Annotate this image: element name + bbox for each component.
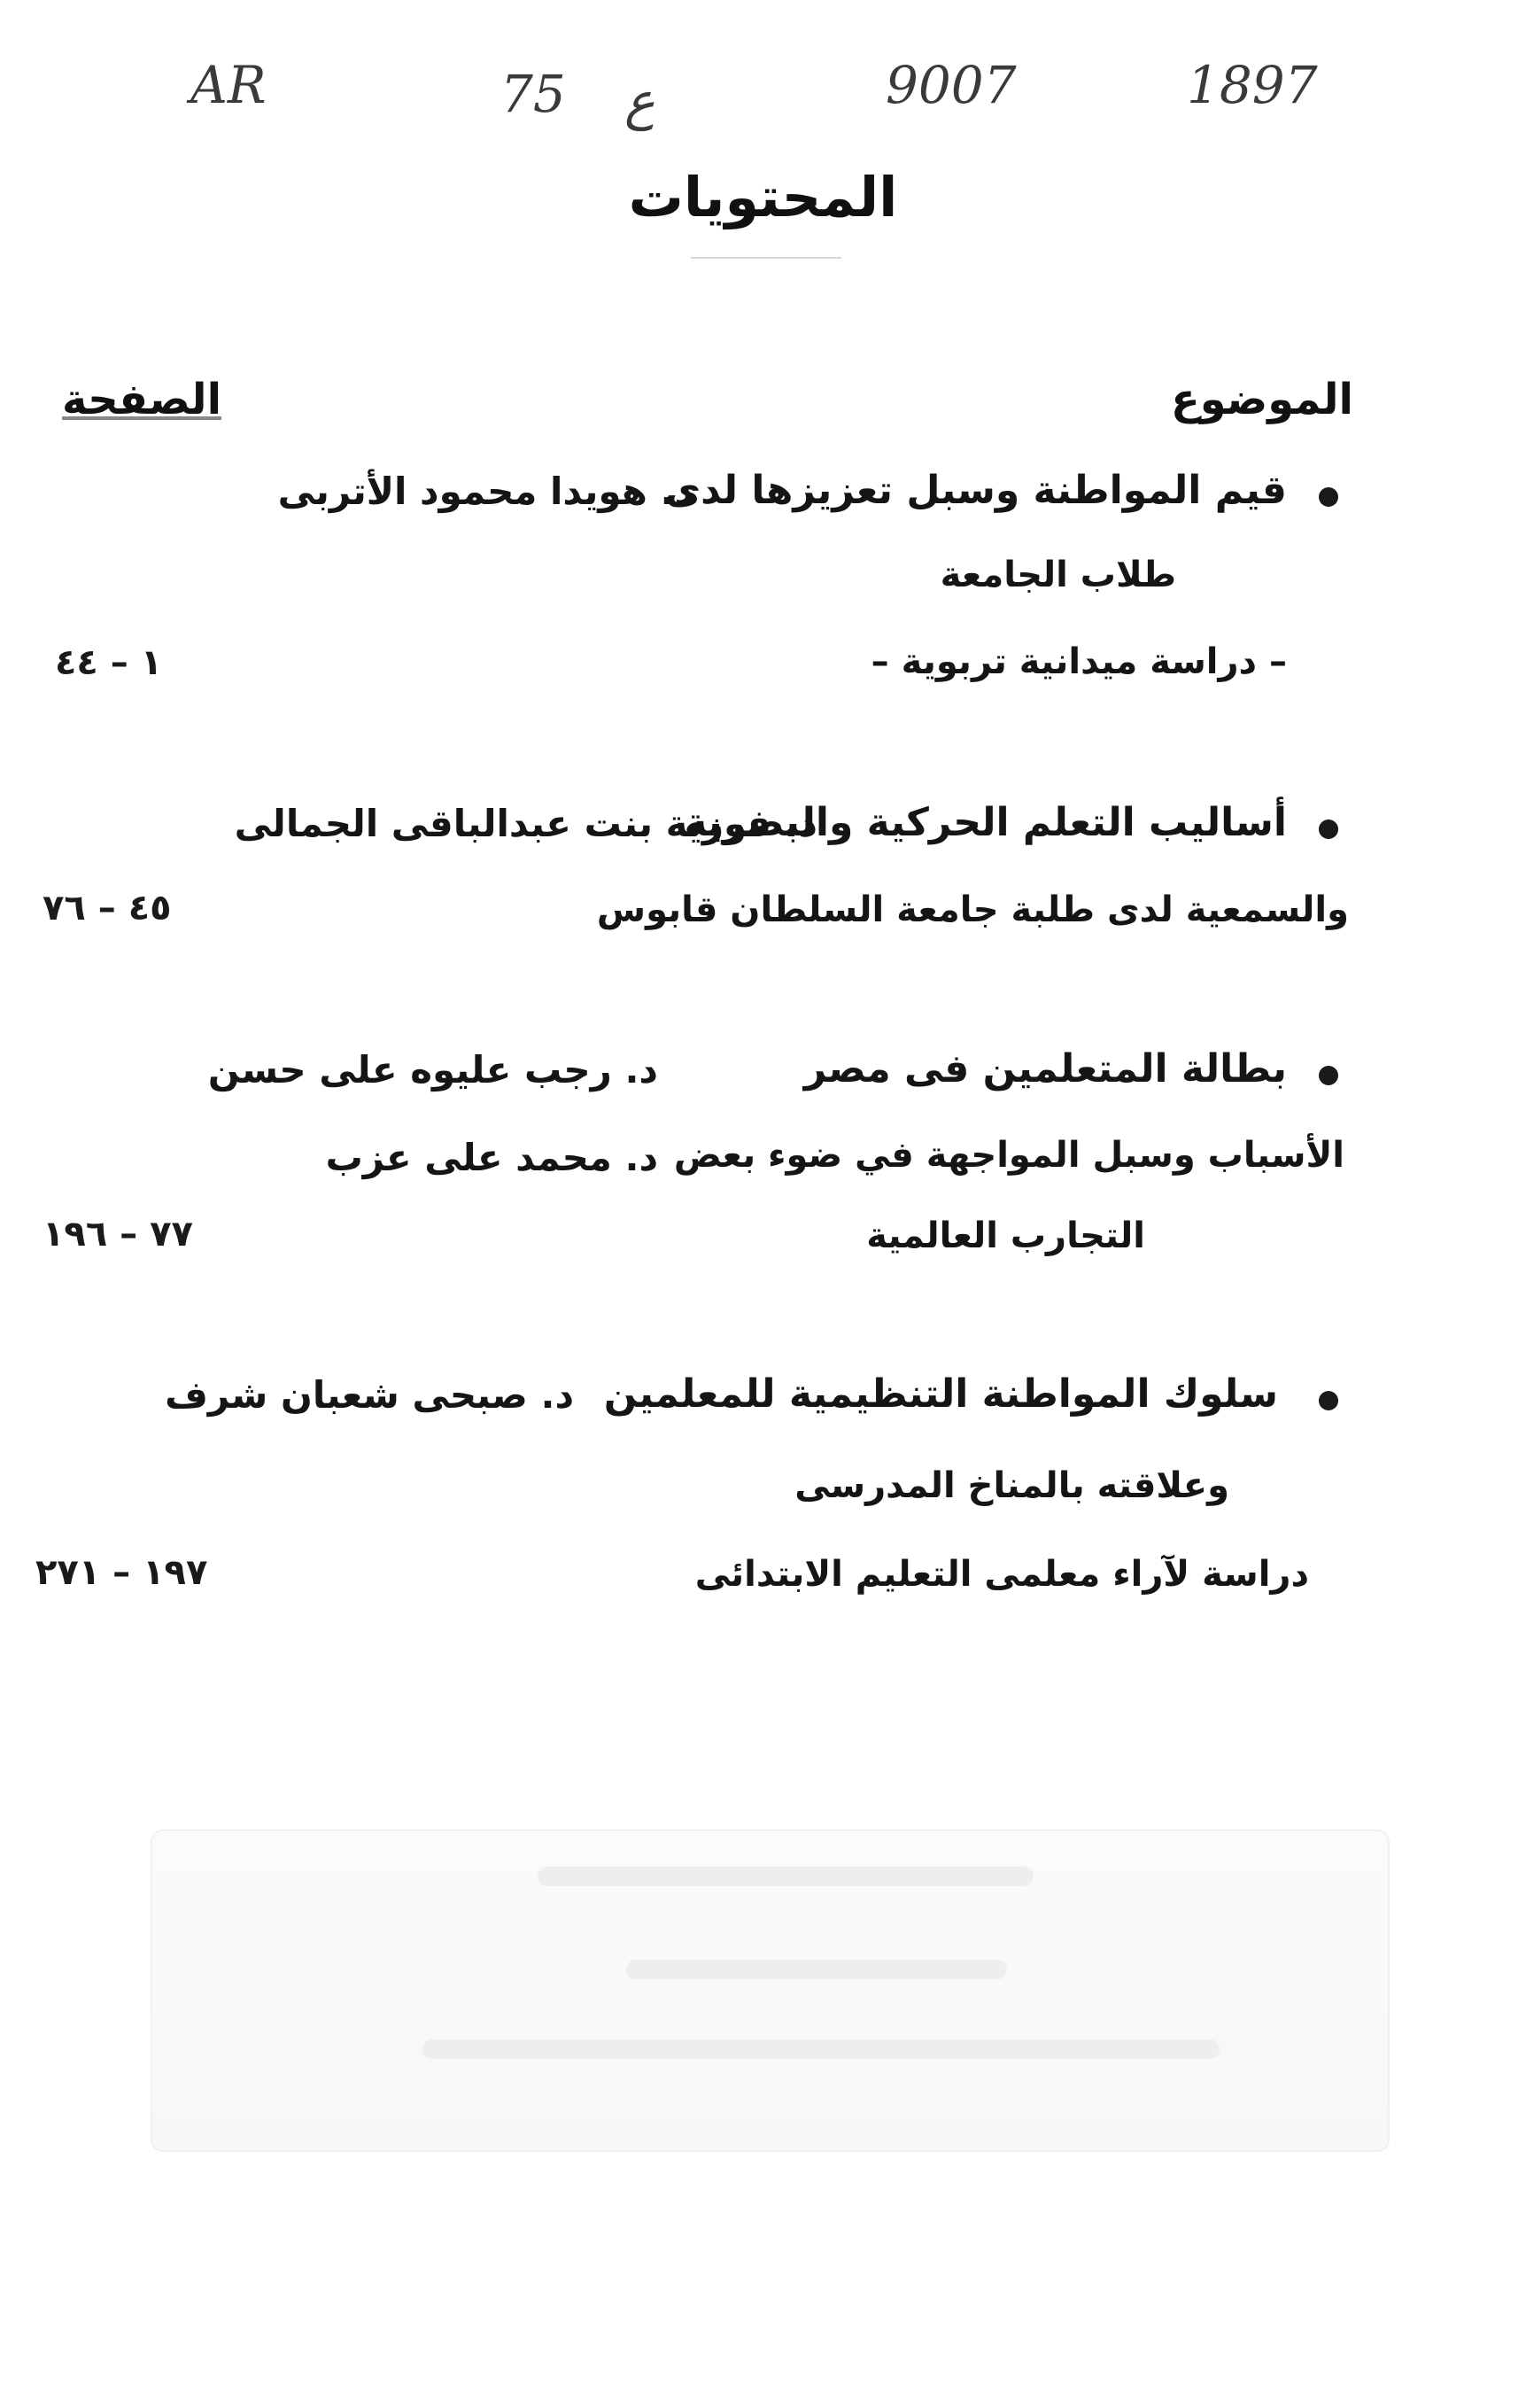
entry-title-line: – دراسة ميدانية تربوية – <box>871 641 1287 682</box>
bullet-icon <box>1319 1066 1338 1085</box>
entry-title-line: الأسباب وسبل المواجهة في ضوء بعض <box>673 1135 1344 1176</box>
entry-title-line: سلوك المواطنة التنظيمية للمعلمين <box>603 1371 1278 1417</box>
entry-title-line: قيم المواطنة وسبل تعزيزها لدى <box>664 468 1287 513</box>
handwritten-note: 75 <box>500 64 566 124</box>
bullet-icon <box>1319 1391 1338 1410</box>
column-header-page: الصفحة <box>62 375 222 424</box>
entry-title-line: وعلاقته بالمناخ المدرسى <box>794 1465 1229 1506</box>
bleed-through-area <box>151 1829 1390 2152</box>
entry-author: د. هويدا محمود الأتربى <box>277 470 693 513</box>
title-divider <box>691 257 841 259</box>
entry-title-line: طلاب الجامعة <box>940 555 1176 595</box>
entry-title-line: بطالة المتعلمين فى مصر <box>803 1046 1287 1091</box>
entry-author: د. محمد على عزب <box>325 1136 658 1179</box>
handwritten-note: ع <box>624 71 655 131</box>
entry-author: د. رجب عليوه على حسن <box>207 1048 658 1091</box>
bullet-icon <box>1319 819 1338 839</box>
ghost-text-line <box>422 2039 1220 2059</box>
entry-page-range: ٤٥ – ٧٦ <box>43 888 172 928</box>
handwritten-note: 9007 <box>886 55 1017 115</box>
entry-page-range: ١٩٧ – ٢٧١ <box>35 1552 208 1593</box>
ghost-text-line <box>538 1867 1034 1886</box>
page-title: المحتويات <box>628 165 898 229</box>
entry-page-range: ١ – ٤٤ <box>55 642 163 683</box>
handwritten-note: 1897 <box>1187 55 1318 115</box>
entry-author: د. صبحى شعبان شرف <box>165 1373 574 1417</box>
handwritten-note: AR <box>190 55 267 115</box>
entry-page-range: ٧٧ – ١٩٦ <box>43 1214 193 1254</box>
column-header-topic: الموضوع <box>1170 375 1353 424</box>
entry-title-line: التجارب العالمية <box>866 1216 1145 1256</box>
entry-title-line: دراسة لآراء معلمى التعليم الابتدائى <box>694 1554 1309 1595</box>
entry-author: د. فوزية بنت عبدالباقى الجمالى <box>234 802 817 845</box>
bullet-icon <box>1319 487 1338 507</box>
entry-title-line: أساليب التعلم الحركية والبصرية <box>684 800 1287 845</box>
entry-title-line: والسمعية لدى طلبة جامعة السلطان قابوس <box>596 889 1349 930</box>
ghost-text-line <box>626 1960 1007 1979</box>
